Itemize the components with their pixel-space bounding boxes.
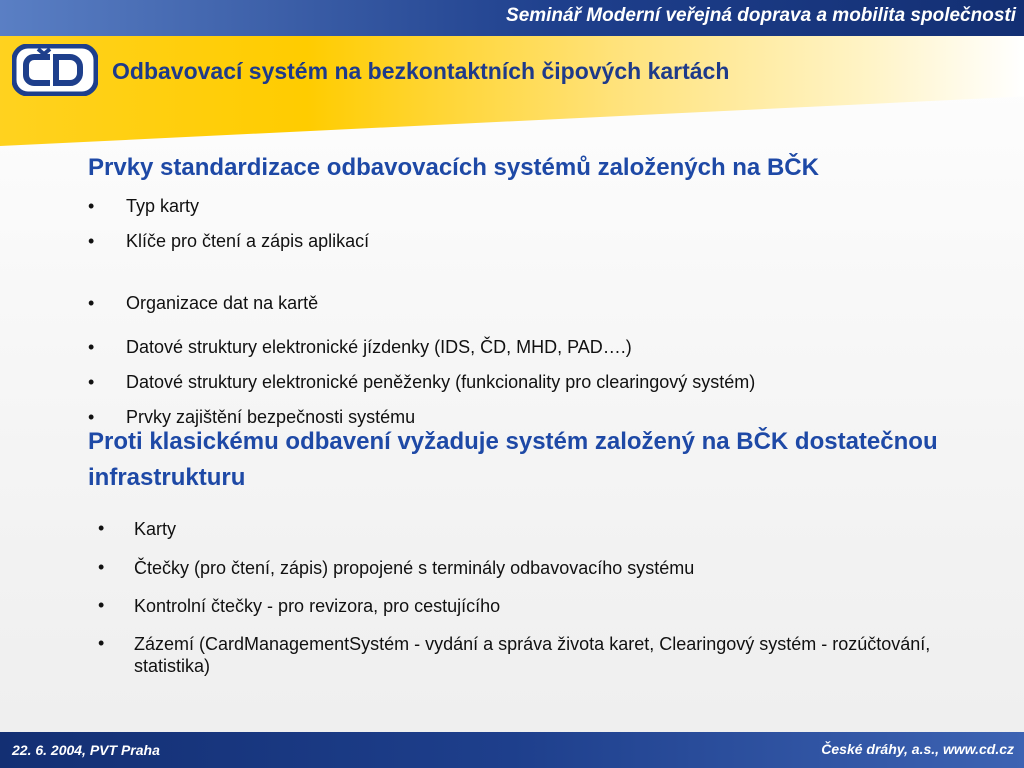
bullet-dot: • [88,337,95,357]
cd-logo [12,44,98,96]
header-band [0,36,1024,146]
footer-company-link: České dráhy, a.s., www.cd.cz [821,741,1014,757]
bullet-dot: • [88,293,95,313]
bullet-dot: • [98,518,105,538]
seminar-title: Seminář Moderní veřejná doprava a mobilita společnosti [506,5,1016,26]
bullet-dot: • [98,595,105,615]
bullet-dot: • [98,633,105,653]
bullet-dot: • [88,196,95,216]
section-heading-infrastructure: Proti klasickému odbavení vyžaduje systém založený na BČK dostatečnou infrastrukturu [88,428,938,491]
top-banner [0,0,1024,36]
slide-title: Odbavovací systém na bezkontaktních čipových kartách [112,58,730,84]
bullet-dot: • [98,557,105,577]
section-heading-standardization: Prvky standardizace odbavovacích systémů založených na BČK [88,154,819,181]
bullet-dot: • [88,407,95,427]
footer-date-location: 22. 6. 2004, PVT Praha [12,742,160,758]
bullet-dot: • [88,372,95,392]
footer-bar [0,732,1024,768]
bullet-dot: • [88,231,95,251]
